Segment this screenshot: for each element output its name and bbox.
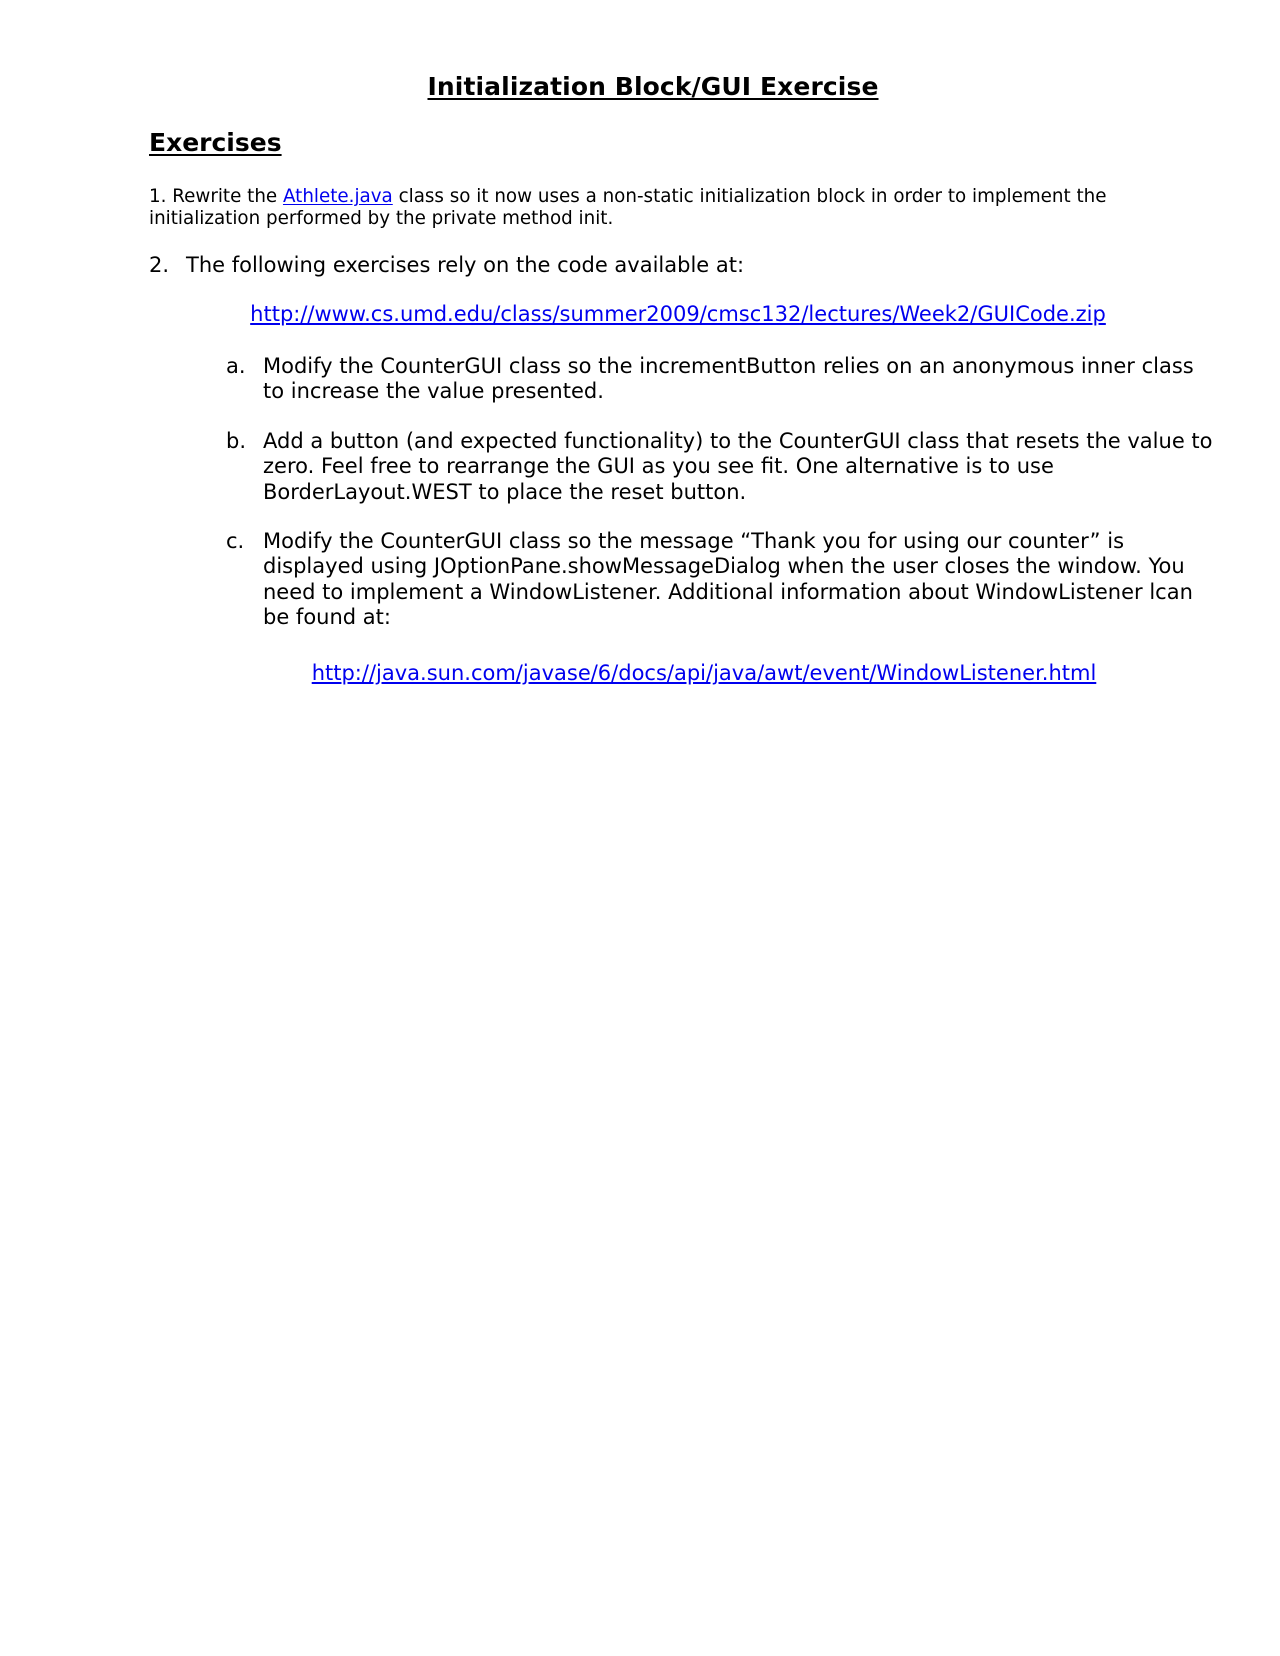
- exercise-2: [149, 253, 744, 278]
- exercise-2-number: 2.: [149, 253, 170, 277]
- subitem-a-text: Modify the CounterGUI class so the incrementButton relies on an anonymous inner class to increase the value presented.: [263, 354, 1194, 404]
- subitem-c: [226, 529, 1216, 630]
- subitem-b: [226, 429, 1216, 505]
- windowlistener-url-line: [0, 661, 1280, 686]
- subitem-c-letter: c.: [226, 529, 245, 553]
- subitem-b-letter: b.: [226, 429, 247, 453]
- exercise-1-suffix: class so it now uses a non-static initialization block in order to implement the initialization performed by the private method init.: [149, 186, 1107, 229]
- windowlistener-doc-link[interactable]: http://java.sun.com/javase/6/docs/api/java/awt/event/WindowListener.html: [311, 661, 1097, 685]
- page-title: Initialization Block/GUI Exercise: [427, 72, 879, 101]
- subitem-c-text: Modify the CounterGUI class so the message “Thank you for using our counter” is displayed using JOptionPane.showMessageDialog when the user closes the window. You need to implement a WindowListener. Additional information about WindowListener lcan be found at:: [263, 529, 1193, 629]
- subitem-a-letter: a.: [226, 354, 246, 378]
- athlete-java-link[interactable]: Athlete.java: [282, 186, 393, 207]
- subitem-a: [226, 354, 1216, 405]
- gui-code-url-line: [0, 302, 1280, 327]
- exercise-1-prefix: 1. Rewrite the: [149, 186, 283, 207]
- section-heading-exercises: Exercises: [149, 128, 282, 157]
- subitem-b-text: Add a button (and expected functionality) to the CounterGUI class that resets the value to zero. Feel free to rearrange the GUI as you see fit. One alternative is to use BorderLayout.WEST to place the reset button.: [263, 429, 1213, 504]
- gui-code-zip-link[interactable]: http://www.cs.umd.edu/class/summer2009/cmsc132/lectures/Week2/GUICode.zip: [250, 302, 1106, 326]
- exercise-2-text: The following exercises rely on the code available at:: [186, 253, 745, 277]
- exercise-1: [149, 186, 1149, 230]
